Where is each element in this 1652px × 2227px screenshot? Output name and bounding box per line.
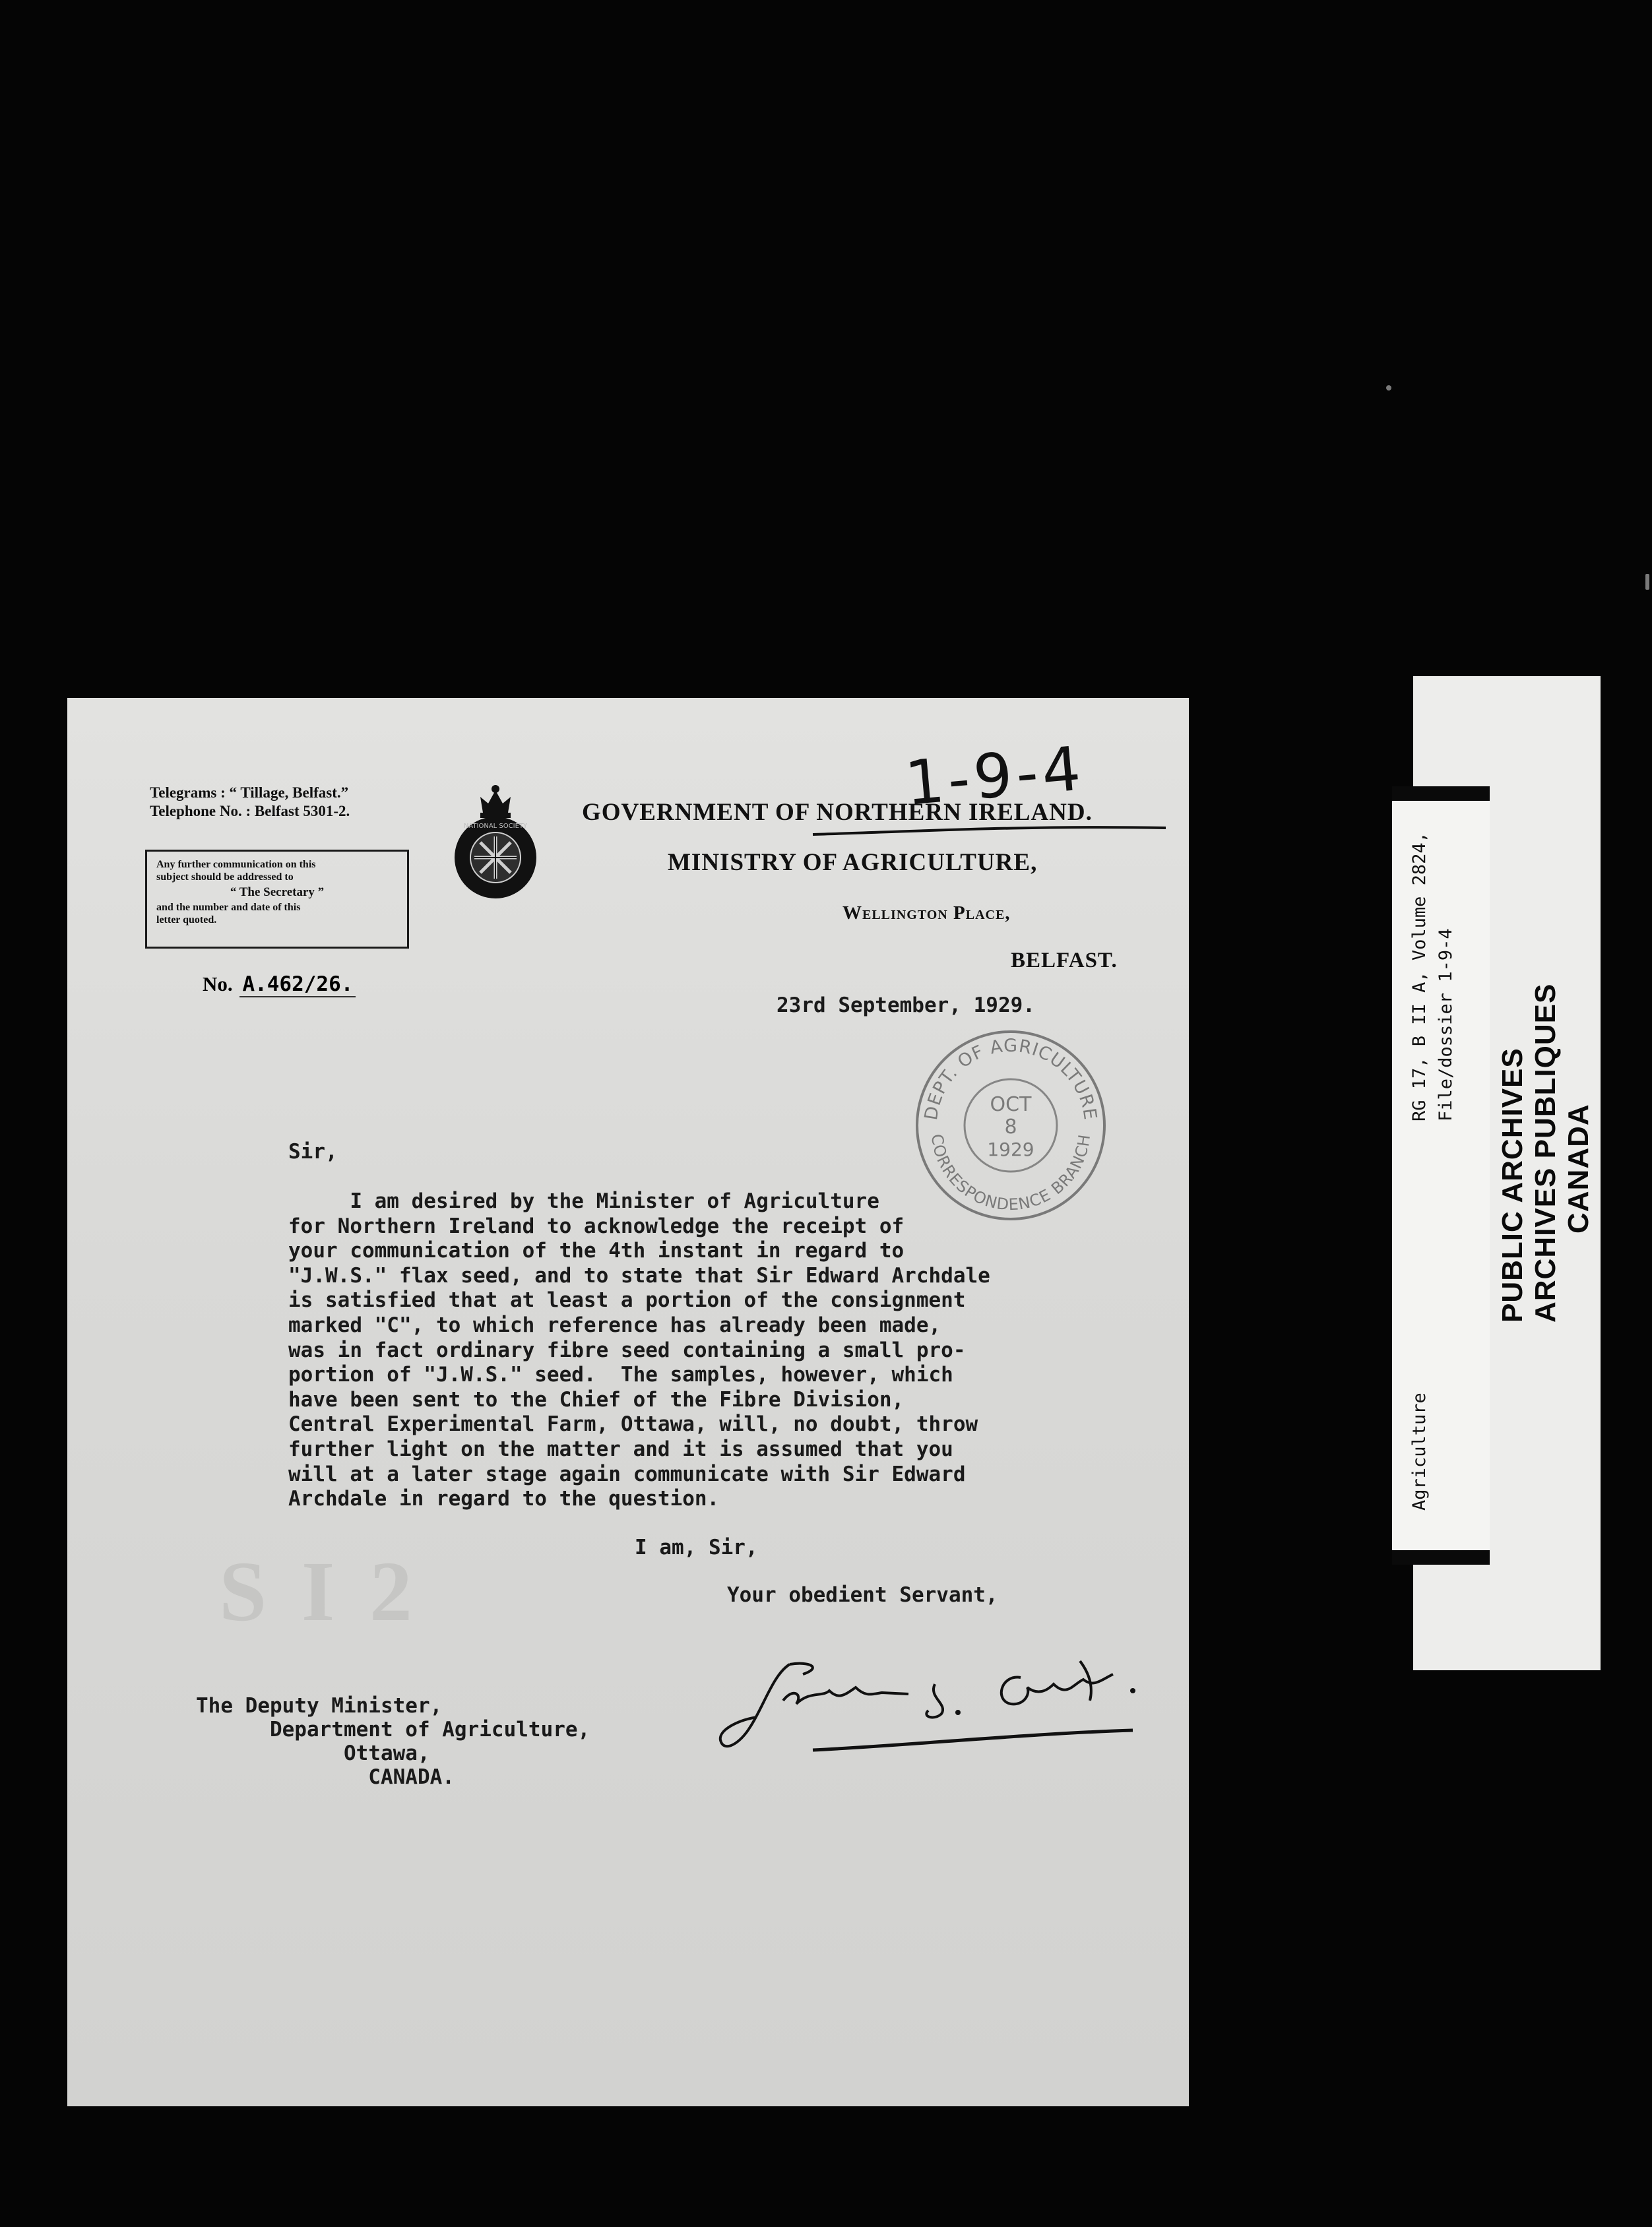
notice-addressee: “ The Secretary ” (230, 885, 325, 899)
archives-french: ARCHIVES PUBLIQUES (1529, 983, 1562, 1323)
handwritten-file-number: 1-9-4 (902, 733, 1088, 819)
archives-english: PUBLIC ARCHIVES (1496, 1048, 1529, 1323)
telegrams-line: Telegrams : “ Tillage, Belfast.” (150, 784, 349, 801)
address-line: Ottawa, (196, 1741, 430, 1765)
body-line: marked "C", to which reference has already been made, (288, 1313, 941, 1337)
body-line: is satisfied that at least a portion of the consignment (288, 1288, 966, 1313)
stamp-arc-bottom: CORRESPONDENCE BRANCH (927, 1133, 1095, 1214)
stamp-day: 8 (1004, 1115, 1017, 1139)
speck (1386, 385, 1391, 391)
body-line: was in fact ordinary fibre seed containing a small pro- (288, 1338, 966, 1362)
address-line: Department of Agriculture, (196, 1718, 590, 1741)
body-line: for Northern Ireland to acknowledge the receipt of (288, 1214, 905, 1238)
reference-label: No. (203, 972, 233, 995)
recipient-address (196, 1694, 590, 1789)
street-address: Wellington Place, (842, 902, 1011, 924)
body-line: "J.W.S." flax seed, and to state that Sir Edward Archdale (288, 1263, 990, 1288)
address-line: The Deputy Minister, (196, 1694, 443, 1718)
speck (1645, 574, 1649, 590)
notice-box (145, 850, 409, 949)
stamp-month: OCT (990, 1093, 1032, 1116)
telegrams-block (150, 784, 350, 821)
crown-seal-icon (450, 784, 541, 902)
stamp-arc-top: DEPT. OF AGRICULTURE (920, 1035, 1100, 1122)
letter-date: 23rd September, 1929. (777, 993, 1035, 1017)
reference-value: A.462/26. (239, 972, 356, 997)
handwritten-signature (711, 1648, 1159, 1780)
government-heading: GOVERNMENT OF NORTHERN IRELAND. (582, 799, 1093, 826)
seal-text: NATIONAL SOCIETY (463, 823, 528, 830)
stamp-year: 1929 (987, 1139, 1034, 1160)
bleed-through-text: S I 2 (219, 1544, 419, 1639)
reference-number (203, 972, 356, 996)
closing-phrase: I am, Sir, (635, 1536, 758, 1559)
salutation: Sir, (288, 1140, 338, 1164)
telephone-line: Telephone No. : Belfast 5301-2. (150, 803, 350, 819)
notice-line: Any further communication on this (156, 859, 316, 870)
body-line: portion of "J.W.S." seed. The samples, however, which (288, 1363, 953, 1387)
archives-country: CANADA (1562, 1104, 1595, 1234)
closing-phrase: Your obedient Servant, (727, 1583, 998, 1607)
archive-file-reference: File/dossier 1-9-4 (1436, 928, 1456, 1121)
letter-body (288, 1189, 1189, 1512)
body-line: Archdale in regard to the question. (288, 1487, 720, 1511)
body-line: further light on the matter and it is assumed that you (288, 1437, 953, 1461)
body-line: your communication of the 4th instant in regard to (288, 1239, 905, 1263)
body-line: will at a later stage again communicate with Sir Edward (288, 1462, 966, 1486)
body-line: I am desired by the Minister of Agriculture (288, 1189, 879, 1213)
notice-line: subject should be addressed to (156, 871, 294, 883)
address-line: CANADA. (196, 1765, 455, 1789)
archive-reference: RG 17, B II A, Volume 2824, (1409, 832, 1430, 1121)
ministry-heading: MINISTRY OF AGRICULTURE, (668, 849, 1038, 876)
body-line: Central Experimental Farm, Ottawa, will, no doubt, throw (288, 1412, 978, 1437)
notice-line: and the number and date of this (156, 902, 301, 913)
letter-sheet (67, 698, 1189, 2106)
handwritten-underline (806, 820, 1176, 846)
city-address: BELFAST. (1011, 949, 1118, 972)
archive-subject: Agriculture (1409, 1393, 1430, 1511)
body-line: have been sent to the Chief of the Fibre Division, (288, 1387, 905, 1412)
notice-line: letter quoted. (156, 914, 217, 925)
archive-label-strip (1392, 786, 1490, 1565)
